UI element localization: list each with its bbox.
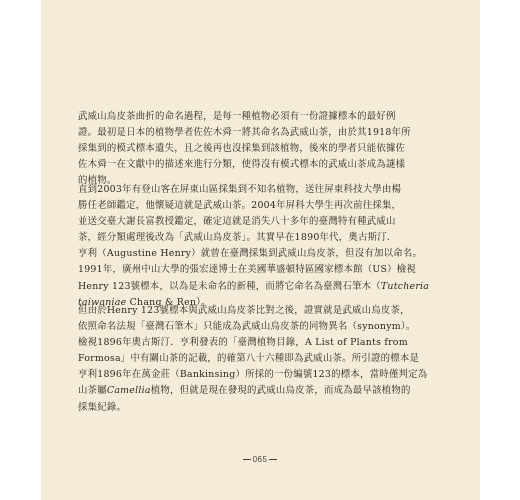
text-line: 直到2003年有登山客在屏東山區採集到不知名植物，送往屏東科技大學由楊 bbox=[78, 184, 402, 195]
text-line: Formosa」中有關山茶的記載，的確第八十六種即為武威山茶。所引證的標本是 bbox=[78, 353, 420, 365]
text-line: 證。最初是日本的植物學者佐佐木舜一將其命名為武威山茶，由於其1918年所 bbox=[78, 127, 411, 139]
text-line: 檢視1896年奧古斯汀．亨利發表的「臺灣植物目錄，A List of Plants from bbox=[78, 337, 408, 349]
text-line: 亨利1896年在萬金莊（Bankinsing）所採的一份編號123的標本，當時僅判定為 bbox=[78, 369, 428, 381]
paragraph-2 bbox=[78, 182, 430, 311]
text-line: 依照命名法規「臺灣石筆木」只能成為武威山烏皮茶的同物異名（synonym）。 bbox=[78, 321, 416, 333]
page-number-left-dash bbox=[243, 459, 251, 460]
text-line: Henry 123號標本，以為是未命名的新種，而將它命名為臺灣石筆木（Tutcheria bbox=[78, 280, 430, 292]
paragraph-3 bbox=[78, 303, 428, 416]
text-line: 佐木舜一在文獻中的描述來進行分類，使得沒有模式標本的武威山茶成為謎樣 bbox=[78, 159, 406, 171]
page-number-right-dash bbox=[269, 459, 277, 460]
text-line: 亨利（Augustine Henry）就曾在臺灣採集到武威山烏皮茶，但沒有加以命名。 bbox=[78, 248, 423, 260]
text-line: 並送交臺大謝長富教授鑑定，確定這就是消失八十多年的臺灣特有種武威山 bbox=[78, 216, 396, 228]
paragraph-1 bbox=[78, 109, 422, 189]
text-line: 採集紀錄。 bbox=[78, 401, 127, 413]
scientific-name: taiwaniae bbox=[78, 296, 127, 308]
text-line: 採集到的模式標本遺失，且之後再也沒採集到該植物，後來的學者只能依據佐 bbox=[78, 143, 406, 155]
text-line: 茶，經分類處理後改為「武威山烏皮茶」。其實早在1890年代，奧古斯汀． bbox=[78, 232, 397, 244]
text-line: 的植物。 bbox=[78, 175, 117, 187]
page-number-value: 065 bbox=[252, 455, 268, 464]
text-line: 武威山烏皮茶曲折的命名過程，是每一種植物必須有一份證據標本的最好例 bbox=[78, 111, 396, 122]
text-line: taiwaniae Chang & Ren）。 bbox=[78, 296, 211, 308]
text-line: 山茶屬Camellia植物，但就是現在發現的武威山烏皮茶，而成為最早該植物的 bbox=[78, 385, 411, 397]
text-line: 但由於Henry 123號標本與武威山烏皮茶比對之後，證實就是武威山烏皮茶， bbox=[78, 305, 410, 316]
page-number bbox=[0, 455, 520, 464]
scientific-name: Camellia bbox=[106, 385, 151, 397]
text-line: 勝任老師鑑定，他懷疑這就是武威山茶。2004年屏科大學生再次前往採集， bbox=[78, 200, 402, 212]
text-line: 1991年，廣州中山大學的張宏達博士在美國華盛頓特區國家標本館（US）檢視 bbox=[78, 264, 417, 276]
scientific-name: Tutcheria bbox=[380, 280, 430, 292]
